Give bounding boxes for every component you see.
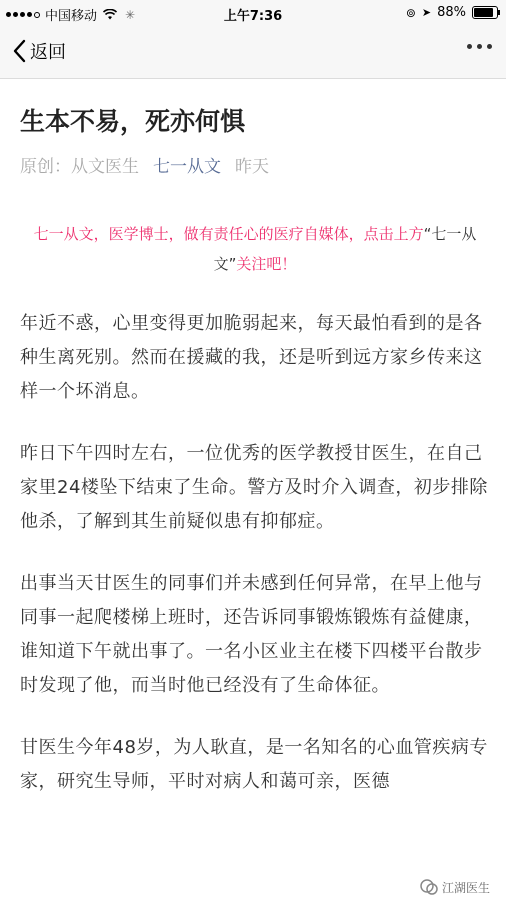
clock: 上午7:36: [223, 9, 283, 24]
author-name: 从文医生: [71, 157, 139, 177]
article-meta: [20, 152, 490, 177]
watermark: [420, 878, 490, 896]
watermark-text: 江湖医生: [441, 880, 490, 895]
account-link[interactable]: 七一从文: [153, 157, 221, 177]
article: [20, 78, 490, 799]
back-label: 返回: [30, 42, 66, 63]
more-options-icon[interactable]: [467, 44, 492, 49]
orientation-lock-icon: ⊚: [405, 5, 416, 20]
loading-icon: ✳: [125, 7, 136, 22]
carrier-name: 中国移动: [45, 9, 98, 24]
notice-account-quote: “七一从文”: [213, 225, 477, 273]
watermark-logo-icon: [420, 878, 438, 896]
paragraph-2: 昨日下午四时左右，一位优秀的医学教授甘医生，在自己家里24楼坠下结束了生命。警方及时介入调查，初步排除他杀，了解到其生前疑似患有抑郁症。: [20, 443, 488, 532]
original-label: 原创：: [20, 157, 71, 177]
publish-date: 昨天: [235, 157, 269, 177]
chevron-left-icon: [12, 39, 26, 63]
back-button[interactable]: [12, 38, 66, 64]
status-bar: [0, 0, 506, 26]
battery-icon: [472, 6, 498, 19]
location-icon: ➤: [421, 6, 432, 19]
notice-text-1: 七一从文，医学博士，做有责任心的医疗自媒体，点击上方: [33, 225, 424, 243]
article-title: 生本不易，死亦何惧: [20, 107, 246, 136]
nav-bar: [0, 26, 506, 79]
meta-original: [20, 152, 139, 177]
follow-notice: [20, 219, 490, 279]
paragraph-1: 年近不惑，心里变得更加脆弱起来，每天最怕看到的是各种生离死别。然而在援藏的我，还是听到远方家乡传来这样一个坏消息。: [20, 313, 483, 402]
status-right: [406, 5, 498, 20]
notice-text-2: 关注吧！: [236, 255, 297, 273]
battery-percent: 88%: [437, 5, 466, 20]
paragraph-4: 甘医生今年48岁，为人耿直，是一名知名的心血管疾病专家，研究生导师，平时对病人和蔼可亲，医德: [20, 737, 488, 792]
paragraph-3: 出事当天甘医生的同事们并未感到任何异常，在早上他与同事一起爬楼梯上班时，还告诉同事锻炼锻炼有益健康，谁知道下午就出事了。一名小区业主在楼下四楼平台散步时发现了他，而当时他已经没有了生命体征。: [20, 573, 483, 696]
